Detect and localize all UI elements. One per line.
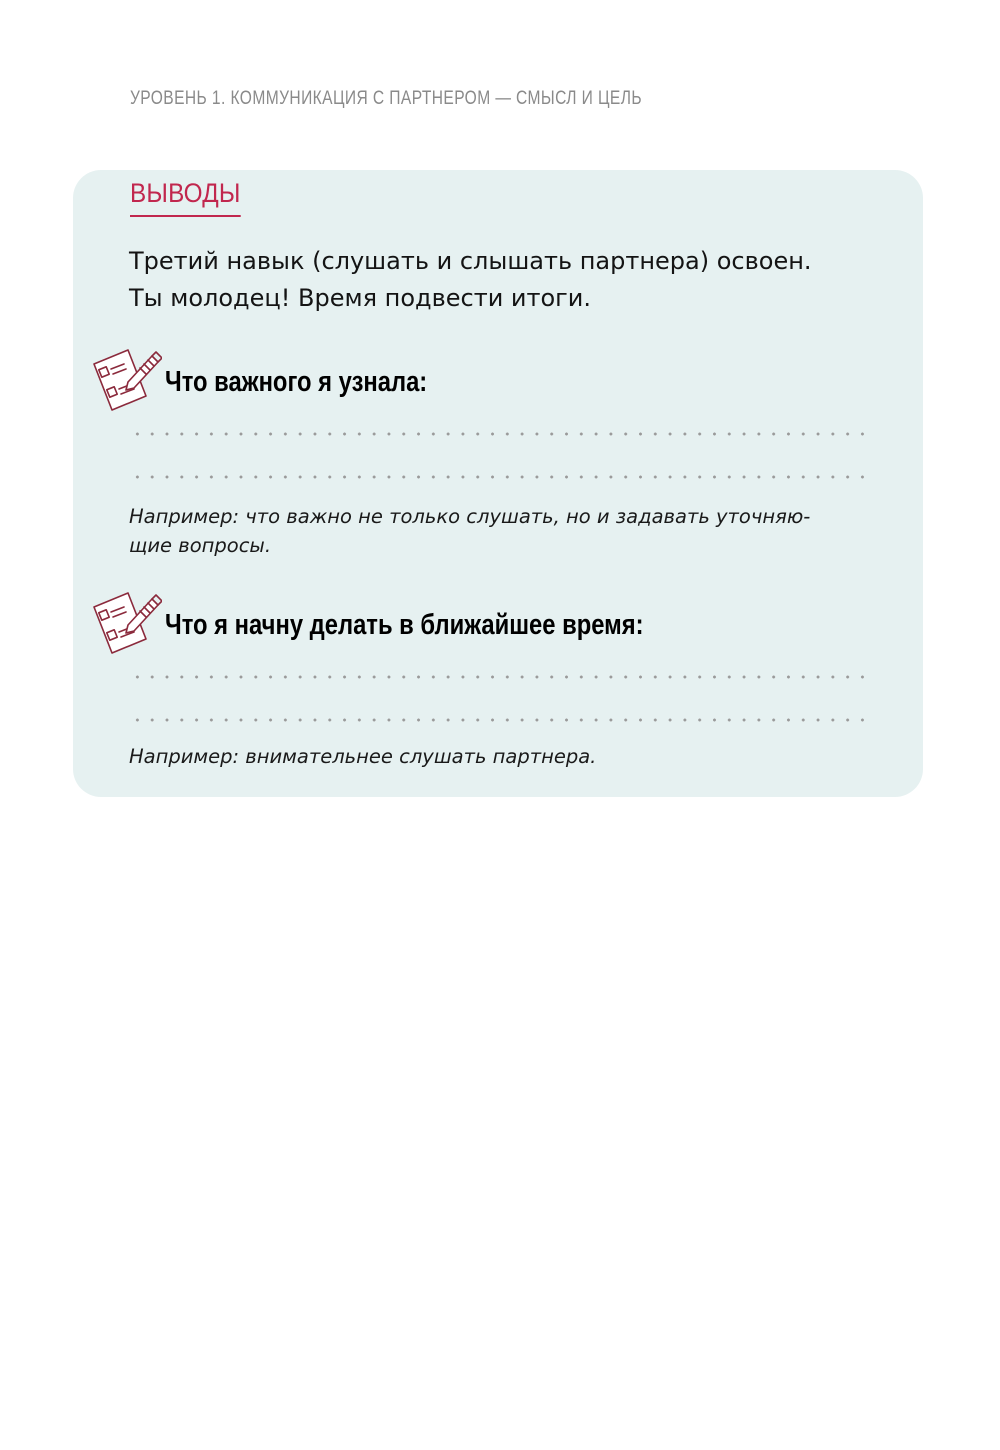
example-line: Например: что важно не только слушать, но и задавать уточняю- xyxy=(129,505,811,528)
answer-line[interactable] xyxy=(130,432,870,436)
question-title: Что я начну делать в ближайшее время: xyxy=(165,609,644,641)
example-line: щие вопросы. xyxy=(129,534,272,557)
intro-line: Третий навык (слушать и слышать партнера) освоен. xyxy=(129,247,812,275)
intro-line: Ты молодец! Время подвести итоги. xyxy=(129,284,592,312)
checklist-pencil-icon xyxy=(88,587,162,659)
running-header: УРОВЕНЬ 1. КОММУНИКАЦИЯ С ПАРТНЕРОМ — СМЫСЛ И ЦЕЛЬ xyxy=(130,88,643,109)
checklist-pencil-icon xyxy=(88,344,162,416)
example-line: Например: внимательнее слушать партнера. xyxy=(129,745,597,768)
question-title: Что важного я узнала: xyxy=(165,366,428,398)
example-hint xyxy=(129,742,874,771)
intro-text xyxy=(129,243,909,317)
answer-line[interactable] xyxy=(130,718,870,722)
answer-line[interactable] xyxy=(130,475,870,479)
example-hint xyxy=(129,502,874,560)
section-title: ВЫВОДЫ xyxy=(130,178,241,217)
answer-line[interactable] xyxy=(130,675,870,679)
